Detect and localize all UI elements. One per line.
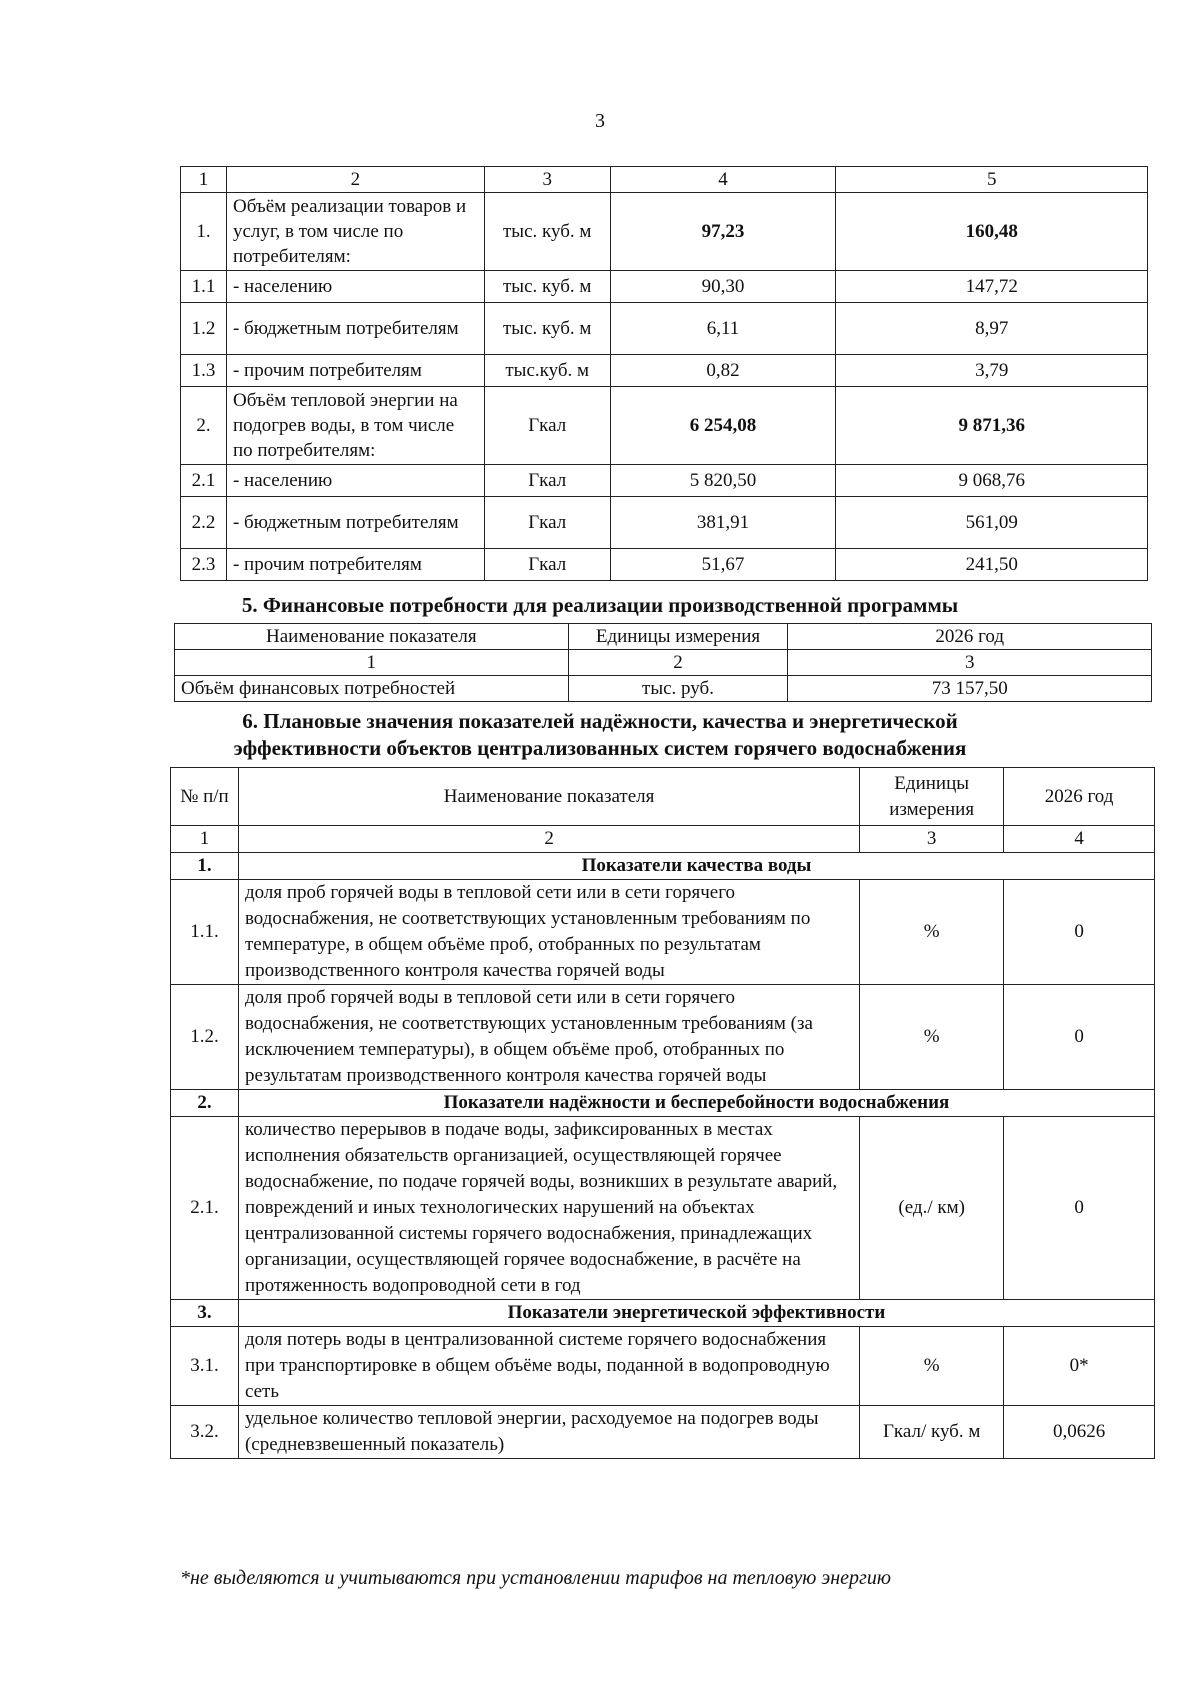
footnote: *не выделяются и учитываются при установлении тарифов на тепловую энергию [180, 1567, 891, 1589]
row-number: 1.1. [171, 880, 239, 985]
group-number: 2. [171, 1090, 239, 1117]
row-number: 2.1. [171, 1117, 239, 1300]
row-name: Объём финансовых потребностей [175, 676, 569, 702]
table-row [181, 193, 1148, 271]
row-number: 3.2. [171, 1406, 239, 1459]
table-row [181, 465, 1148, 497]
row-value: 0,82 [610, 355, 836, 387]
header-cell: 2 [238, 826, 859, 853]
header-cell: 2026 год [1004, 768, 1155, 826]
row-value: 6 254,08 [610, 387, 836, 465]
row-value: 6,11 [610, 303, 836, 355]
row-name: количество перерывов в подаче воды, зафиксированных в местах исполнения обязательств организацией, осуществляющей горячее водоснабжение, по подаче горячей воды, возникших в результате аварий, повреждений и иных технологических нарушений на объектах централизованной системы горячего водоснабжения, принадлежащих организации, осуществляющей горячее водоснабжение, в расчёте на протяженность водопроводной сети в год [238, 1117, 859, 1300]
section-5-title: 5. Финансовые потребности для реализации производственной программы [241, 593, 959, 617]
header-cell: 2 [226, 167, 484, 193]
row-unit: Гкал [484, 387, 610, 465]
row-name: доля проб горячей воды в тепловой сети или в сети горячего водоснабжения, не соответствующих установленным требованиям (за исключением температуры), в общем объёме проб, отобранных по результатам производственного контроля качества горячей воды [238, 985, 859, 1090]
row-value: 241,50 [836, 549, 1148, 581]
header-cell: 2026 год [788, 624, 1152, 650]
table-row [175, 676, 1152, 702]
row-unit: тыс. руб. [568, 676, 788, 702]
header-cell: 4 [1004, 826, 1155, 853]
table-number-row [171, 826, 1155, 853]
row-name: - бюджетным потребителям [226, 303, 484, 355]
header-cell: Наименование показателя [238, 768, 859, 826]
row-value: 561,09 [836, 497, 1148, 549]
header-cell: 2 [568, 650, 788, 676]
row-value: 73 157,50 [788, 676, 1152, 702]
row-name: - бюджетным потребителям [226, 497, 484, 549]
row-unit: % [860, 1327, 1004, 1406]
row-name: Объём реализации товаров и услуг, в том числе по потребителям: [226, 193, 484, 271]
table-header-row [171, 768, 1155, 826]
row-unit: Гкал [484, 549, 610, 581]
row-value: 90,30 [610, 271, 836, 303]
row-number: 1.2 [181, 303, 227, 355]
row-value: 381,91 [610, 497, 836, 549]
row-number: 1. [181, 193, 227, 271]
row-value: 97,23 [610, 193, 836, 271]
row-unit: % [860, 985, 1004, 1090]
table-row [171, 1327, 1155, 1406]
row-name: - населению [226, 271, 484, 303]
group-title: Показатели энергетической эффективности [238, 1300, 1154, 1327]
row-number: 2.1 [181, 465, 227, 497]
row-unit: тыс. куб. м [484, 271, 610, 303]
row-name: - прочим потребителям [226, 355, 484, 387]
header-cell: 1 [175, 650, 569, 676]
table-row [171, 1406, 1155, 1459]
row-unit: тыс.куб. м [484, 355, 610, 387]
section-6-title-line1: 6. Плановые значения показателей надёжности, качества и энергетической [242, 709, 958, 733]
row-unit: % [860, 880, 1004, 985]
table-row [181, 387, 1148, 465]
table-number-row [175, 650, 1152, 676]
row-unit: Гкал [484, 465, 610, 497]
group-header-row [171, 853, 1155, 880]
row-value: 5 820,50 [610, 465, 836, 497]
row-name: - населению [226, 465, 484, 497]
row-unit: (ед./ км) [860, 1117, 1004, 1300]
row-value: 160,48 [836, 193, 1148, 271]
row-number: 1.2. [171, 985, 239, 1090]
row-name: удельное количество тепловой энергии, расходуемое на подогрев воды (средневзвешенный показатель) [238, 1406, 859, 1459]
table-row [181, 497, 1148, 549]
table-row [181, 549, 1148, 581]
header-cell: № п/п [171, 768, 239, 826]
page-number: 3 [595, 110, 605, 132]
table-row [171, 985, 1155, 1090]
row-value: 0 [1004, 1117, 1155, 1300]
header-cell: 1 [171, 826, 239, 853]
row-unit: Гкал/ куб. м [860, 1406, 1004, 1459]
table-row [171, 880, 1155, 985]
group-header-row [171, 1300, 1155, 1327]
indicators-table [170, 767, 1155, 1459]
row-value: 3,79 [836, 355, 1148, 387]
row-number: 2. [181, 387, 227, 465]
section-6-title [0, 708, 1200, 762]
group-number: 1. [171, 853, 239, 880]
row-value: 0 [1004, 880, 1155, 985]
group-title: Показатели качества воды [238, 853, 1154, 880]
header-cell: Единицы измерения [860, 768, 1004, 826]
group-header-row [171, 1090, 1155, 1117]
volume-table [180, 166, 1148, 581]
header-cell: Единицы измерения [568, 624, 788, 650]
section-6-title-line2: эффективности объектов централизованных систем горячего водоснабжения [233, 736, 967, 760]
table-row [171, 1117, 1155, 1300]
group-number: 3. [171, 1300, 239, 1327]
row-value: 9 871,36 [836, 387, 1148, 465]
row-value: 0,0626 [1004, 1406, 1155, 1459]
row-number: 2.3 [181, 549, 227, 581]
table-row [181, 271, 1148, 303]
group-title: Показатели надёжности и бесперебойности водоснабжения [238, 1090, 1154, 1117]
row-name: Объём тепловой энергии на подогрев воды, в том числе по потребителям: [226, 387, 484, 465]
row-value: 0 [1004, 985, 1155, 1090]
row-value: 8,97 [836, 303, 1148, 355]
header-cell: 3 [484, 167, 610, 193]
row-value: 0* [1004, 1327, 1155, 1406]
row-value: 51,67 [610, 549, 836, 581]
row-value: 9 068,76 [836, 465, 1148, 497]
row-unit: Гкал [484, 497, 610, 549]
header-cell: 3 [788, 650, 1152, 676]
row-value: 147,72 [836, 271, 1148, 303]
row-number: 2.2 [181, 497, 227, 549]
table-header-row [175, 624, 1152, 650]
row-number: 1.1 [181, 271, 227, 303]
row-name: доля проб горячей воды в тепловой сети или в сети горячего водоснабжения, не соответствующих установленным требованиям по температуре, в общем объёме проб, отобранных по результатам производственного контроля качества горячей воды [238, 880, 859, 985]
table-row [181, 355, 1148, 387]
table-row [181, 303, 1148, 355]
header-cell: 4 [610, 167, 836, 193]
row-name: доля потерь воды в централизованной системе горячего водоснабжения при транспортировке в общем объёме воды, поданной в водопроводную сеть [238, 1327, 859, 1406]
row-unit: тыс. куб. м [484, 303, 610, 355]
row-name: - прочим потребителям [226, 549, 484, 581]
table-header-row [181, 167, 1148, 193]
header-cell: 3 [860, 826, 1004, 853]
header-cell: 1 [181, 167, 227, 193]
header-cell: Наименование показателя [175, 624, 569, 650]
financial-table [174, 623, 1152, 702]
row-number: 3.1. [171, 1327, 239, 1406]
header-cell: 5 [836, 167, 1148, 193]
row-unit: тыс. куб. м [484, 193, 610, 271]
row-number: 1.3 [181, 355, 227, 387]
